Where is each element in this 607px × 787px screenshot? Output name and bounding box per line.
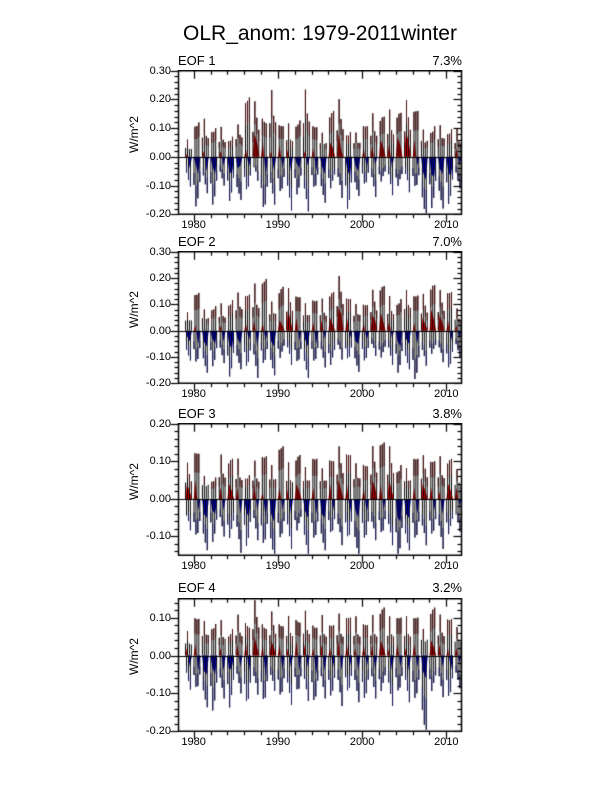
y-tick-label: -0.20	[145, 208, 171, 221]
y-tick-label: 0.00	[149, 492, 171, 505]
panel1-variance-label: 7.3%	[432, 53, 462, 68]
y-tick-label: -0.10	[145, 530, 171, 543]
x-tick-label: 2000	[349, 219, 375, 231]
y-tick-label: 0.00	[149, 324, 171, 337]
x-tick-label: 2010	[434, 219, 459, 231]
x-tick-label: 1990	[265, 388, 291, 400]
x-tick-label: 1990	[265, 736, 291, 748]
panel3-eof-label: EOF 3	[178, 406, 216, 421]
y-tick-label: 0.30	[149, 245, 171, 258]
panel1-eof-label: EOF 1	[178, 53, 216, 68]
x-tick-label: 2000	[349, 560, 375, 572]
y-tick-label: 0.10	[149, 122, 171, 135]
y-tick-label: 0.00	[149, 150, 171, 163]
panel4-y-axis-title: W/m^2	[127, 638, 141, 675]
x-tick-label: 1990	[265, 219, 291, 231]
y-tick-label: 0.20	[149, 93, 171, 106]
x-tick-label: 2000	[349, 736, 375, 748]
y-tick-label: 0.30	[149, 64, 171, 77]
panel3-variance-label: 3.8%	[432, 406, 462, 421]
x-tick-label: 1980	[181, 388, 206, 400]
panel3-plot-canvas	[168, 423, 463, 569]
figure-title: OLR_anom: 1979-2011winter	[183, 22, 457, 45]
y-tick-label: 0.20	[149, 272, 171, 285]
y-tick-label: 0.00	[149, 649, 171, 662]
y-tick-label: 0.20	[149, 417, 171, 430]
panel4-plot-canvas	[168, 598, 463, 745]
panel2-variance-label: 7.0%	[432, 234, 462, 249]
panel1-y-axis-title: W/m^2	[127, 116, 141, 153]
panel3-y-axis-title: W/m^2	[127, 463, 141, 500]
y-tick-label: 0.10	[149, 298, 171, 311]
x-tick-label: 2010	[434, 736, 459, 748]
panel4-variance-label: 3.2%	[432, 580, 462, 595]
y-tick-label: 0.10	[149, 455, 171, 468]
x-tick-label: 2000	[349, 388, 375, 400]
x-tick-label: 1980	[181, 219, 206, 231]
panel2-eof-label: EOF 2	[178, 234, 216, 249]
panel4-eof-label: EOF 4	[178, 580, 216, 595]
x-tick-label: 1990	[265, 560, 291, 572]
x-tick-label: 1980	[181, 736, 206, 748]
y-tick-label: -0.20	[145, 725, 171, 738]
x-tick-label: 1980	[181, 560, 206, 572]
y-tick-label: -0.10	[145, 687, 171, 700]
y-tick-label: -0.10	[145, 350, 171, 363]
panel2-plot-canvas	[168, 251, 463, 397]
x-tick-label: 2010	[434, 388, 459, 400]
x-tick-label: 2010	[434, 560, 459, 572]
panel2-y-axis-title: W/m^2	[127, 291, 141, 328]
y-tick-label: -0.20	[145, 377, 171, 390]
y-tick-label: -0.10	[145, 179, 171, 192]
y-tick-label: 0.10	[149, 611, 171, 624]
panel1-plot-canvas	[168, 70, 463, 228]
